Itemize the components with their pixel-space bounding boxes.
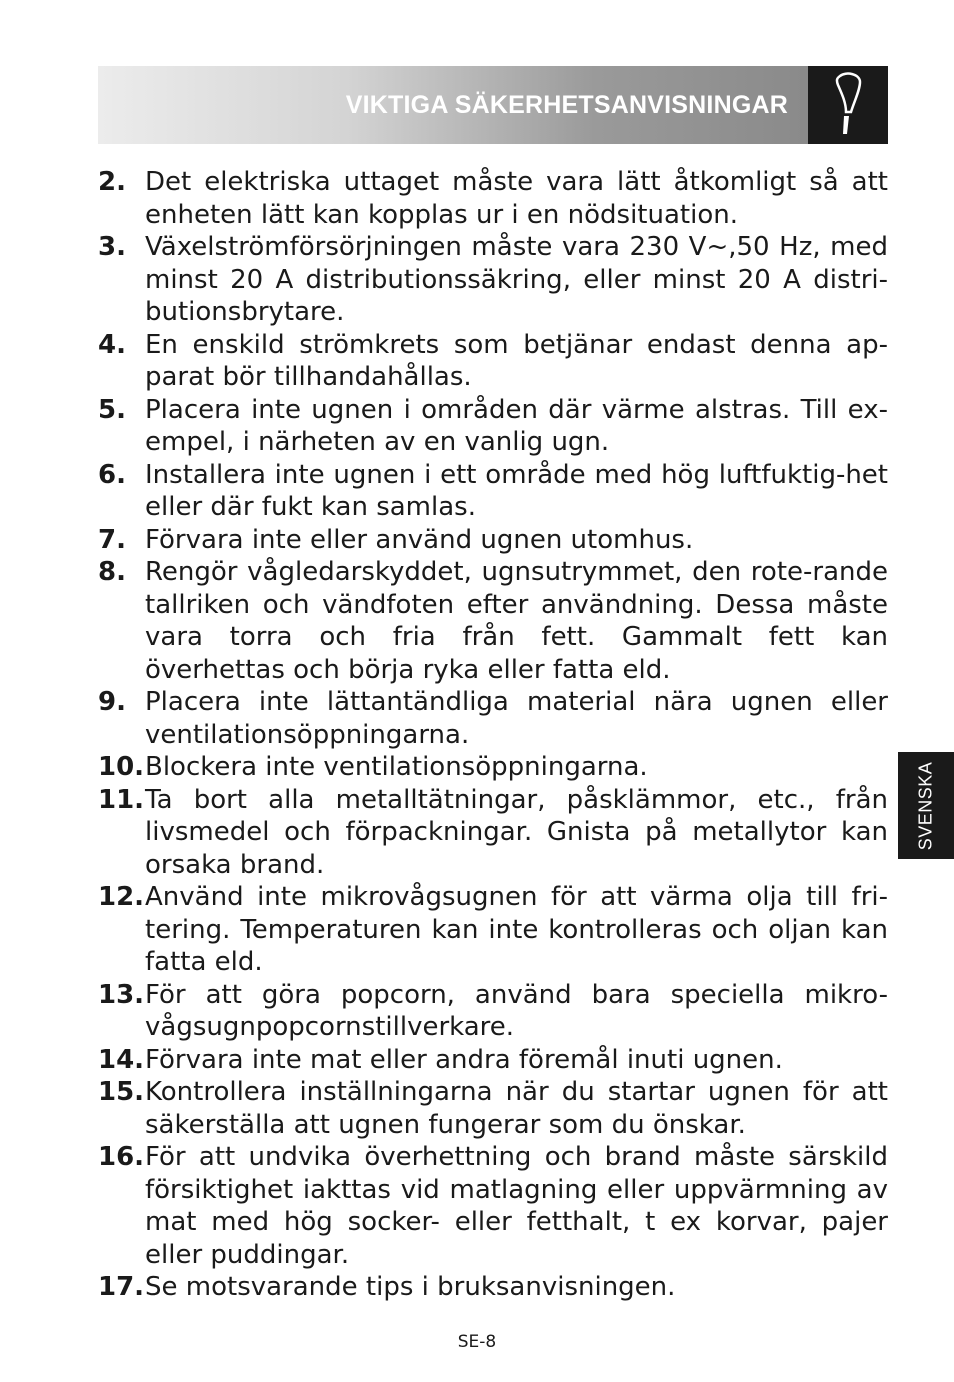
list-item <box>98 1076 888 1141</box>
item-number: 6. <box>98 459 126 490</box>
item-text: För att göra popcorn, använd bara speciella mikro-vågsugnpopcornstillverkare. <box>145 979 888 1042</box>
item-text: Växelströmförsörjningen måste vara 230 V~,50 Hz, med minst 20 A distributionssäkring, eller minst 20 A distri-butionsbrytare. <box>145 232 888 327</box>
item-number: 13. <box>98 979 145 1010</box>
language-tab-label: SVENSKA <box>915 761 936 850</box>
item-text: Placera inte ugnen i områden där värme alstras. Till ex-empel, i närheten av en vanlig ugn. <box>145 394 888 457</box>
list-item <box>98 979 888 1044</box>
list-item <box>98 459 888 524</box>
item-number: 14. <box>98 1044 145 1075</box>
item-text: Det elektriska uttaget måste vara lätt åtkomligt så att enheten lätt kan kopplas ur i en nödsituation. <box>145 167 888 230</box>
section-title: VIKTIGA SÄKERHETSANVISNINGAR <box>345 91 788 119</box>
item-number: 8. <box>98 557 126 587</box>
item-number: 3. <box>98 232 126 262</box>
item-number: 16. <box>98 1142 145 1172</box>
item-number: 7. <box>98 524 126 555</box>
item-text: För att undvika överhettning och brand måste särskild försiktighet iakttas vid matlagning eller uppvärmning av mat med hög socker- eller fetthalt, t ex korvar, pajer eller puddingar. <box>145 1142 888 1270</box>
item-number: 2. <box>98 167 126 197</box>
item-text: Installera inte ugnen i ett område med hög luftfuktig-het eller där fukt kan samlas. <box>145 459 888 522</box>
item-number: 4. <box>98 329 126 360</box>
list-item <box>98 751 888 784</box>
item-text: En enskild strömkrets som betjänar endast denna ap-parat bör tillhandahållas. <box>145 329 888 392</box>
list-item <box>98 784 888 882</box>
item-text: Placera inte lättantändliga material nära ugnen eller ventilationsöppningarna. <box>145 687 888 750</box>
item-number: 17. <box>98 1272 145 1302</box>
item-text: Se motsvarande tips i bruksanvisningen. <box>145 1272 676 1302</box>
page-number: SE-8 <box>457 1332 497 1352</box>
list-item <box>98 686 888 751</box>
list-item <box>98 166 888 231</box>
language-tab <box>898 752 954 859</box>
list-item <box>98 1271 888 1304</box>
item-text: Förvara inte mat eller andra föremål inuti ugnen. <box>145 1044 783 1075</box>
item-number: 12. <box>98 882 145 912</box>
section-header <box>98 66 808 144</box>
item-number: 15. <box>98 1077 145 1107</box>
item-text: Ta bort alla metalltätningar, påsklämmor, etc., från livsmedel och förpackningar. Gnista på metallytor kan orsaka brand. <box>145 784 888 880</box>
item-number: 11. <box>98 784 145 815</box>
list-item <box>98 556 888 686</box>
list-item <box>98 231 888 329</box>
list-item <box>98 329 888 394</box>
item-text: Blockera inte ventilationsöppningarna. <box>145 752 648 782</box>
list-item <box>98 1044 888 1077</box>
safety-instructions-list <box>98 166 888 1304</box>
list-item <box>98 394 888 459</box>
exclamation-warning-icon <box>832 72 866 138</box>
item-text: Förvara inte eller använd ugnen utomhus. <box>145 524 694 555</box>
item-number: 10. <box>98 752 145 782</box>
item-number: 5. <box>98 394 126 425</box>
item-text: Rengör vågledarskyddet, ugnsutrymmet, den rote-rande tallriken och vändfoten efter användning. Dessa måste vara torra och fria från fett. Gammalt fett kan överhettas och börja ryka eller fatta eld. <box>145 557 888 685</box>
list-item <box>98 524 888 557</box>
list-item <box>98 881 888 979</box>
list-item <box>98 1141 888 1271</box>
warning-icon-box <box>808 66 888 144</box>
item-number: 9. <box>98 687 126 717</box>
item-text: Kontrollera inställningarna när du startar ugnen för att säkerställa att ugnen fungerar som du önskar. <box>145 1077 888 1140</box>
item-text: Använd inte mikrovågsugnen för att värma olja till fri-tering. Temperaturen kan inte kontrolleras och oljan kan fatta eld. <box>145 882 888 977</box>
